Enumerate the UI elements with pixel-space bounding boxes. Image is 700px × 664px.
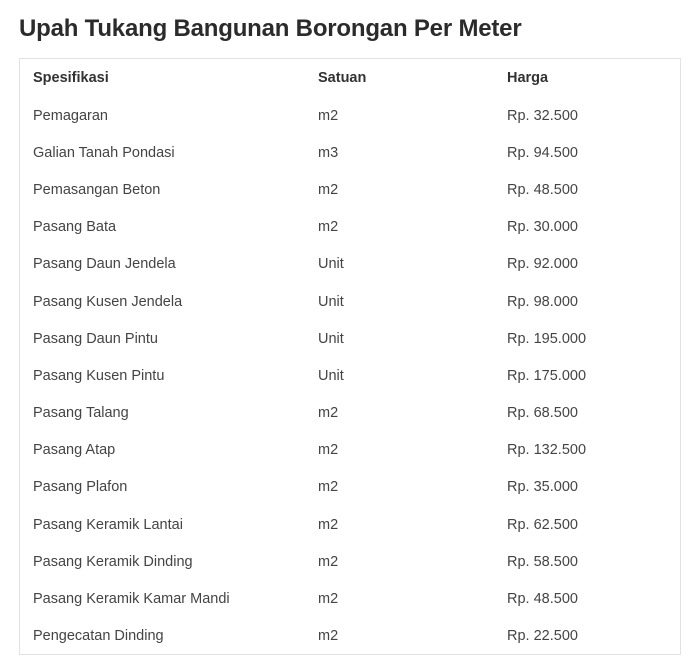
cell-spesifikasi: Pasang Plafon [33, 479, 128, 496]
table-row [20, 469, 680, 506]
cell-spesifikasi: Pasang Talang [33, 405, 129, 422]
cell-harga: Rp. 195.000 [507, 330, 587, 347]
column-header-spesifikasi: Spesifikasi [33, 70, 109, 86]
cell-harga: Rp. 35.000 [507, 479, 578, 496]
price-table [20, 59, 680, 655]
table-row [20, 171, 680, 208]
table-row [20, 209, 680, 246]
table-row [20, 395, 680, 432]
cell-satuan: m2 [318, 553, 339, 570]
cell-satuan: m2 [318, 591, 339, 608]
table-row [20, 246, 680, 283]
cell-satuan: Unit [318, 256, 344, 273]
cell-harga: Rp. 68.500 [507, 405, 578, 422]
column-header-satuan: Satuan [318, 70, 367, 86]
cell-satuan: m2 [318, 107, 339, 124]
cell-satuan: Unit [318, 293, 344, 310]
cell-harga: Rp. 175.000 [507, 367, 587, 384]
column-header-harga: Harga [507, 70, 549, 86]
page-title: Upah Tukang Bangunan Borongan Per Meter [19, 15, 522, 42]
cell-harga: Rp. 48.500 [507, 591, 578, 608]
cell-harga: Rp. 48.500 [507, 181, 578, 198]
cell-harga: Rp. 132.500 [507, 442, 587, 459]
cell-spesifikasi: Pasang Keramik Kamar Mandi [33, 591, 230, 608]
table-row [20, 97, 680, 134]
cell-spesifikasi: Pemagaran [33, 107, 108, 124]
cell-satuan: Unit [318, 330, 344, 347]
cell-spesifikasi: Pasang Kusen Pintu [33, 367, 165, 384]
cell-satuan: m2 [318, 442, 339, 459]
cell-spesifikasi: Galian Tanah Pondasi [33, 144, 175, 161]
cell-satuan: m2 [318, 479, 339, 496]
cell-satuan: m2 [318, 628, 339, 645]
cell-spesifikasi: Pasang Kusen Jendela [33, 293, 183, 310]
cell-harga: Rp. 32.500 [507, 107, 578, 124]
cell-harga: Rp. 62.500 [507, 516, 578, 533]
cell-spesifikasi: Pasang Atap [33, 442, 116, 459]
cell-satuan: m2 [318, 516, 339, 533]
cell-harga: Rp. 98.000 [507, 293, 578, 310]
table-row [20, 283, 680, 320]
table-header-row [20, 59, 680, 97]
cell-satuan: m2 [318, 405, 339, 422]
cell-harga: Rp. 30.000 [507, 219, 578, 236]
cell-harga: Rp. 58.500 [507, 553, 578, 570]
cell-spesifikasi: Pasang Bata [33, 219, 117, 236]
table-row [20, 506, 680, 543]
table-row [20, 580, 680, 617]
cell-spesifikasi: Pengecatan Dinding [33, 628, 164, 645]
table-row [20, 543, 680, 580]
cell-satuan: m2 [318, 181, 339, 198]
price-table-container [19, 58, 681, 655]
cell-satuan: Unit [318, 367, 344, 384]
cell-harga: Rp. 22.500 [507, 628, 578, 645]
table-row [20, 357, 680, 394]
cell-harga: Rp. 92.000 [507, 256, 578, 273]
cell-spesifikasi: Pasang Keramik Lantai [33, 516, 183, 533]
cell-spesifikasi: Pemasangan Beton [33, 181, 161, 198]
table-row [20, 134, 680, 171]
cell-harga: Rp. 94.500 [507, 144, 578, 161]
cell-satuan: m2 [318, 219, 339, 236]
cell-spesifikasi: Pasang Daun Pintu [33, 330, 158, 347]
table-row [20, 618, 680, 655]
table-row [20, 432, 680, 469]
cell-satuan: m3 [318, 144, 339, 161]
cell-spesifikasi: Pasang Daun Jendela [33, 256, 176, 273]
table-row [20, 320, 680, 357]
cell-spesifikasi: Pasang Keramik Dinding [33, 553, 193, 570]
